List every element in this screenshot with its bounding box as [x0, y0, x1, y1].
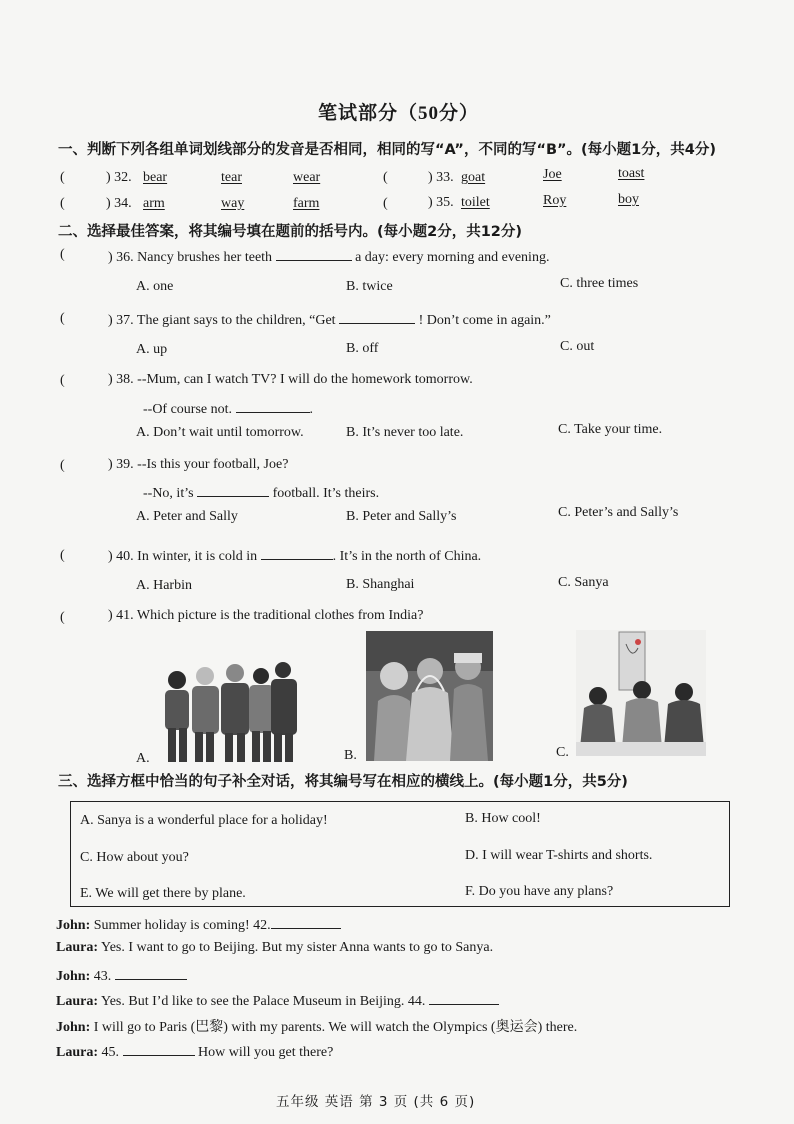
indian-clothes-picture: [366, 631, 493, 761]
word: Joe: [543, 167, 562, 182]
word: Roy: [543, 193, 567, 208]
answer-blank[interactable]: [197, 483, 269, 497]
question-40: ) 40. In winter, it is cold in . It’s in the north of China.: [108, 546, 481, 565]
dialogue-line: John: I will go to Paris (巴黎) with my parents. We will watch the Olympics (奥运会) there.: [56, 1020, 578, 1035]
speaker: Laura:: [56, 940, 98, 955]
option-c: C. How about you?: [80, 850, 189, 865]
chinese-clothes-picture: [155, 660, 300, 764]
question-41: ) 41. Which picture is the traditional clothes from India?: [108, 608, 424, 623]
dialogue-line: Laura: Yes. I want to go to Beijing. But my sister Anna wants to go to Sanya.: [56, 940, 494, 955]
option-b: B. Shanghai: [346, 577, 415, 592]
answer-blank[interactable]: [429, 991, 499, 1005]
option-b: B.: [344, 748, 357, 763]
question-number: ) 34.: [106, 196, 132, 211]
option-a: A. Harbin: [136, 578, 192, 593]
japanese-clothes-picture: [576, 630, 706, 756]
answer-paren: (: [60, 247, 65, 262]
answer-blank[interactable]: [261, 546, 333, 560]
option-a: A. Peter and Sally: [136, 509, 238, 524]
option-b: B. twice: [346, 279, 393, 294]
answer-paren: (: [60, 196, 65, 211]
answer-blank[interactable]: [339, 310, 415, 324]
option-c: C.: [556, 745, 569, 760]
word: toast: [618, 166, 645, 181]
word: way: [221, 196, 245, 211]
answer-paren: (: [60, 373, 65, 388]
page-title: 笔试部分（50分）: [318, 103, 480, 124]
answer-paren: (: [60, 311, 65, 326]
speaker: Laura:: [56, 1045, 98, 1060]
word: toilet: [461, 195, 490, 210]
question-stem: ) 37. The giant says to the children, “Get: [108, 313, 336, 328]
question-stem: ) 36. Nancy brushes her teeth: [108, 250, 273, 265]
section2-heading: 二、选择最佳答案，将其编号填在题前的括号内。(每小题2分，共12分): [58, 224, 523, 240]
word: bear: [143, 170, 168, 185]
question-38: ) 38. --Mum, can I watch TV? I will do the homework tomorrow.: [108, 372, 473, 387]
option-c: C. out: [560, 339, 595, 354]
answer-blank[interactable]: [236, 399, 310, 413]
option-a: A.: [136, 751, 150, 766]
question-37: [108, 310, 551, 329]
options-box: [70, 801, 730, 907]
dialogue-line-43: John: 43.: [56, 966, 187, 985]
question-38-line2: --Of course not. .: [143, 399, 313, 418]
option-e: E. We will get there by plane.: [80, 886, 246, 901]
word: boy: [618, 192, 639, 207]
answer-blank[interactable]: [123, 1042, 195, 1056]
question-stem: ! Don’t come in again.”: [418, 313, 551, 328]
section3-heading: 三、选择方框中恰当的句子补全对话，将其编号写在相应的横线上。(每小题1分，共5分): [58, 774, 628, 790]
answer-paren: (: [60, 610, 65, 625]
option-c: C. Sanya: [558, 575, 609, 590]
option-a: A. Sanya is a wonderful place for a holiday!: [80, 813, 328, 828]
option-b: B. off: [346, 341, 379, 356]
answer-blank[interactable]: [276, 247, 352, 261]
answer-paren: (: [383, 170, 388, 185]
question-39: ) 39. --Is this your football, Joe?: [108, 457, 289, 472]
speaker: John:: [56, 1020, 91, 1035]
question-39-line2: --No, it’s football. It’s theirs.: [143, 483, 379, 502]
word: goat: [461, 170, 486, 185]
speaker: John:: [56, 918, 91, 933]
option-a: A. up: [136, 342, 168, 357]
section1-heading: 一、判断下列各组单词划线部分的发音是否相同，相同的写“A”，不同的写“B”。(每小题1分，共4分): [58, 142, 716, 158]
word: tear: [221, 170, 242, 185]
word: farm: [293, 196, 320, 211]
answer-blank[interactable]: [271, 915, 341, 929]
answer-paren: (: [383, 196, 388, 211]
option-c: C. Take your time.: [558, 422, 663, 437]
option-c: C. Peter’s and Sally’s: [558, 505, 679, 520]
answer-paren: (: [60, 548, 65, 563]
option-a: A. one: [136, 279, 174, 294]
question-stem: a day: every morning and evening.: [355, 250, 550, 265]
word: wear: [293, 170, 321, 185]
speaker: John:: [56, 969, 91, 984]
answer-paren: (: [60, 170, 65, 185]
speaker: Laura:: [56, 994, 98, 1009]
question-number: ) 35.: [428, 195, 454, 210]
question-36: [108, 247, 549, 266]
word: arm: [143, 196, 165, 211]
dialogue-line-45: Laura: 45. How will you get there?: [56, 1042, 333, 1061]
answer-blank[interactable]: [115, 966, 187, 980]
option-c: C. three times: [560, 276, 639, 291]
option-a: A. Don’t wait until tomorrow.: [136, 425, 304, 440]
option-d: D. I will wear T-shirts and shorts.: [465, 848, 653, 863]
page-footer: 五年级 英语 第 3 页 (共 6 页): [276, 1094, 476, 1110]
dialogue-line-42: John: Summer holiday is coming! 42.: [56, 915, 341, 934]
dialogue-line-44: Laura: Yes. But I’d like to see the Palace Museum in Beijing. 44.: [56, 991, 499, 1010]
option-b: B. How cool!: [465, 811, 541, 826]
question-number: ) 32.: [106, 170, 132, 185]
option-f: F. Do you have any plans?: [465, 884, 614, 899]
option-b: B. It’s never too late.: [346, 425, 464, 440]
answer-paren: (: [60, 458, 65, 473]
question-number: ) 33.: [428, 170, 454, 185]
option-b: B. Peter and Sally’s: [346, 509, 457, 524]
